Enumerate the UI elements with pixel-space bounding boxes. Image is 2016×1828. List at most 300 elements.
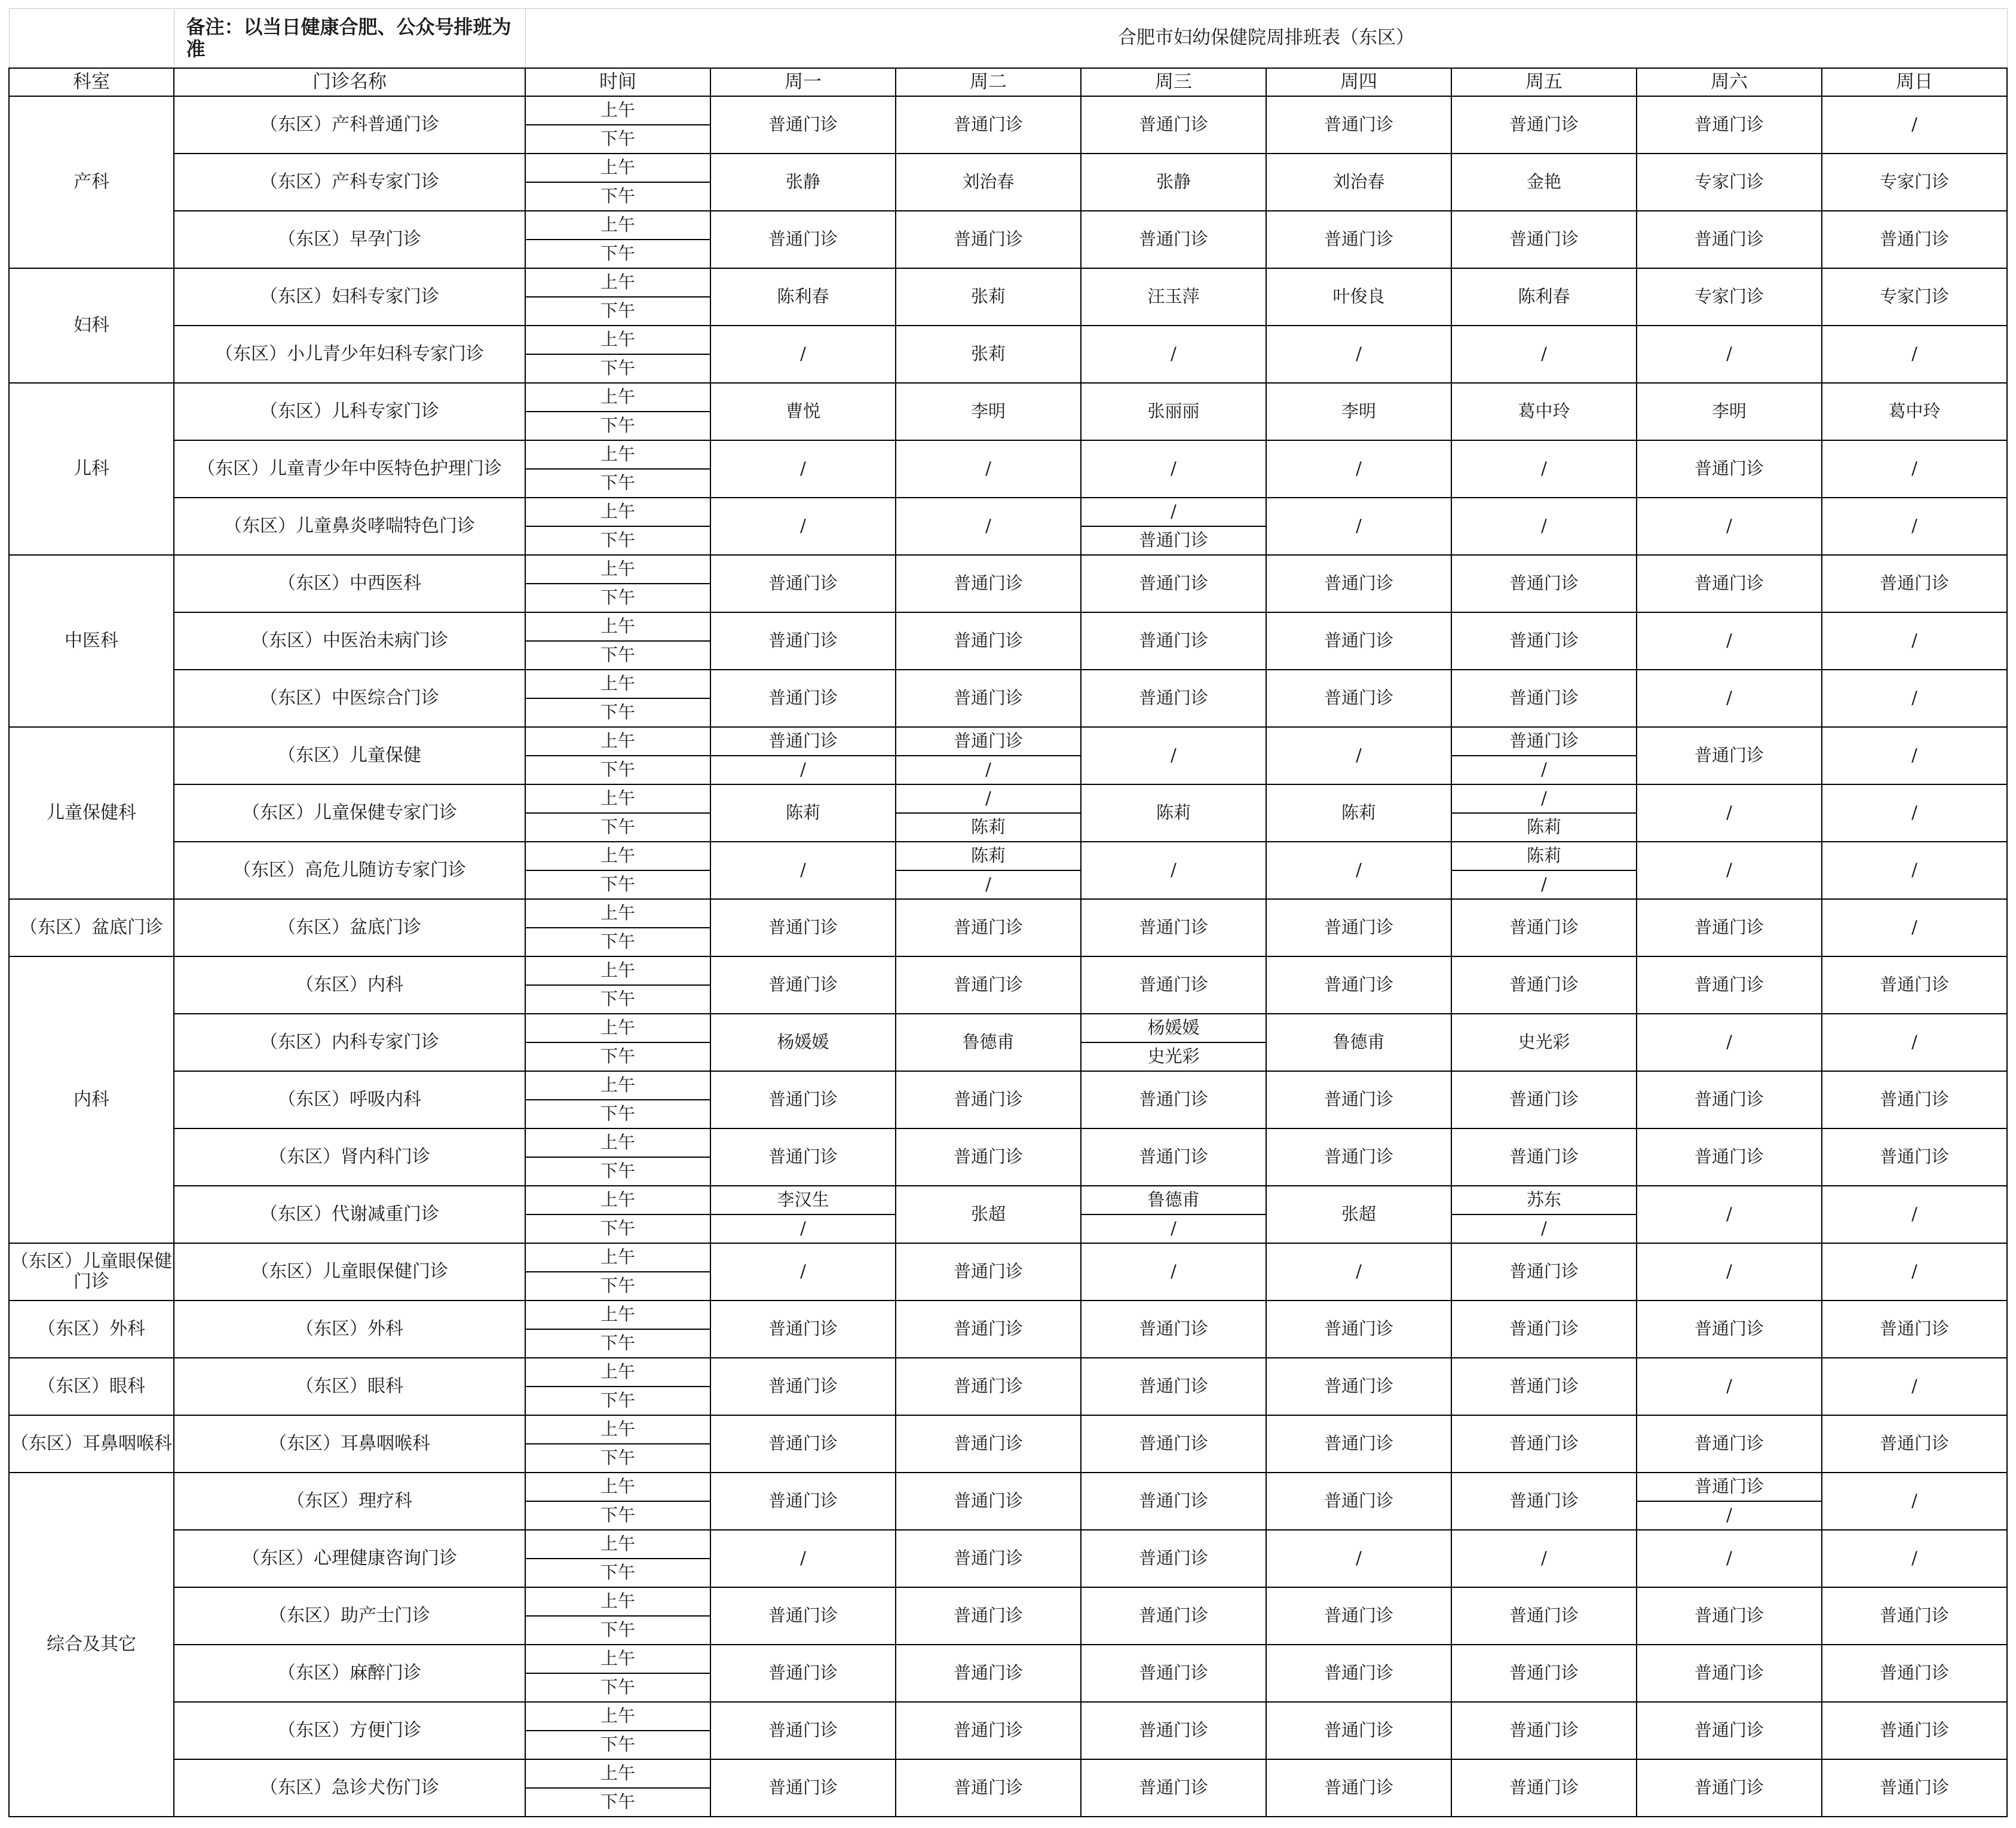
- schedule-cell: /: [1081, 440, 1266, 498]
- department-cell: 产科: [9, 96, 174, 268]
- department-cell: （东区）儿童眼保健门诊: [9, 1243, 174, 1301]
- schedule-cell: /: [1822, 1014, 2007, 1071]
- time-pm-cell: 下午: [525, 1559, 710, 1587]
- clinic-name-cell: （东区）方便门诊: [174, 1702, 525, 1759]
- schedule-cell: 普通门诊: [1451, 1243, 1637, 1301]
- schedule-cell: 普通门诊: [1451, 1415, 1637, 1473]
- clinic-name-cell: （东区）盆底门诊: [174, 899, 525, 956]
- header-time: 时间: [525, 68, 710, 96]
- schedule-cell: /: [896, 440, 1081, 498]
- schedule-cell: 普通门诊: [1451, 1128, 1637, 1186]
- schedule-cell: 陈莉: [710, 784, 896, 842]
- schedule-cell: 普通门诊: [1266, 1702, 1451, 1759]
- time-am-cell: 上午: [525, 956, 710, 985]
- schedule-cell: 张莉: [896, 268, 1081, 326]
- schedule-cell: 普通门诊: [1451, 1071, 1637, 1128]
- schedule-cell: 普通门诊: [710, 1473, 896, 1530]
- schedule-cell-am: 普通门诊: [1637, 1473, 1822, 1501]
- schedule-cell: 普通门诊: [710, 1301, 896, 1358]
- schedule-cell: /: [1637, 784, 1822, 842]
- schedule-cell: /: [1266, 1530, 1451, 1587]
- schedule-cell: 普通门诊: [896, 1071, 1081, 1128]
- table-row: [9, 670, 2007, 698]
- schedule-cell: 普通门诊: [710, 612, 896, 670]
- time-pm-cell: 下午: [525, 1157, 710, 1186]
- schedule-cell: 普通门诊: [1637, 211, 1822, 268]
- time-am-cell: 上午: [525, 440, 710, 469]
- table-row: [9, 1473, 2007, 1501]
- schedule-cell-pm: /: [1081, 1214, 1266, 1243]
- schedule-cell-am: 普通门诊: [1451, 727, 1637, 756]
- schedule-cell-am: 苏东: [1451, 1186, 1637, 1214]
- schedule-cell: 普通门诊: [1822, 1415, 2007, 1473]
- schedule-cell: 普通门诊: [1266, 1128, 1451, 1186]
- header-day-wed: 周三: [1081, 68, 1266, 96]
- schedule-cell: 普通门诊: [1081, 1530, 1266, 1587]
- schedule-cell: 普通门诊: [1266, 1587, 1451, 1645]
- schedule-cell: /: [1822, 1530, 2007, 1587]
- table-row: [9, 498, 2007, 526]
- time-am-cell: 上午: [525, 1530, 710, 1559]
- schedule-cell: 普通门诊: [1266, 899, 1451, 956]
- schedule-cell-am: 陈莉: [1451, 842, 1637, 870]
- schedule-cell: 张莉: [896, 326, 1081, 383]
- time-am-cell: 上午: [525, 1358, 710, 1387]
- schedule-cell: /: [1822, 1243, 2007, 1301]
- schedule-cell: 普通门诊: [1081, 1759, 1266, 1817]
- schedule-cell: 普通门诊: [896, 1702, 1081, 1759]
- schedule-cell: 普通门诊: [1637, 1301, 1822, 1358]
- table-row: [9, 555, 2007, 584]
- table-row: [9, 1301, 2007, 1329]
- schedule-cell: /: [1822, 498, 2007, 555]
- schedule-cell: 普通门诊: [1266, 211, 1451, 268]
- schedule-cell: 普通门诊: [1637, 727, 1822, 784]
- blank-cell: [9, 9, 174, 69]
- time-am-cell: 上午: [525, 1071, 710, 1100]
- schedule-cell: 陈莉: [1266, 784, 1451, 842]
- time-am-cell: 上午: [525, 1473, 710, 1501]
- schedule-cell: 普通门诊: [1637, 96, 1822, 154]
- table-row: [9, 1128, 2007, 1157]
- table-row: [9, 1358, 2007, 1387]
- schedule-cell: /: [1081, 326, 1266, 383]
- schedule-cell: 普通门诊: [1451, 96, 1637, 154]
- schedule-cell: /: [1451, 440, 1637, 498]
- schedule-cell: 普通门诊: [710, 555, 896, 612]
- schedule-cell: /: [1822, 612, 2007, 670]
- time-am-cell: 上午: [525, 326, 710, 354]
- schedule-cell: 普通门诊: [710, 211, 896, 268]
- table-row: [9, 1530, 2007, 1559]
- schedule-cell: /: [1637, 1358, 1822, 1415]
- schedule-cell: 普通门诊: [1451, 956, 1637, 1014]
- header-day-tue: 周二: [896, 68, 1081, 96]
- header-clinic: 门诊名称: [174, 68, 525, 96]
- department-cell: （东区）眼科: [9, 1358, 174, 1415]
- time-am-cell: 上午: [525, 1702, 710, 1731]
- table-row: [9, 1587, 2007, 1616]
- schedule-cell-pm: /: [1451, 870, 1637, 899]
- time-pm-cell: 下午: [525, 928, 710, 956]
- schedule-cell: 专家门诊: [1637, 154, 1822, 211]
- schedule-cell: 普通门诊: [1081, 899, 1266, 956]
- schedule-cell-pm: /: [1637, 1501, 1822, 1530]
- time-am-cell: 上午: [525, 211, 710, 240]
- department-cell: 妇科: [9, 268, 174, 383]
- header-dept: 科室: [9, 68, 174, 96]
- time-am-cell: 上午: [525, 1243, 710, 1272]
- schedule-cell: /: [1451, 326, 1637, 383]
- schedule-sheet: [8, 8, 2008, 1817]
- schedule-cell: /: [1266, 1243, 1451, 1301]
- schedule-cell: 普通门诊: [1266, 555, 1451, 612]
- time-am-cell: 上午: [525, 154, 710, 182]
- schedule-cell: 普通门诊: [1266, 1645, 1451, 1702]
- time-pm-cell: 下午: [525, 125, 710, 154]
- time-pm-cell: 下午: [525, 698, 710, 727]
- schedule-cell: /: [710, 498, 896, 555]
- header-day-mon: 周一: [710, 68, 896, 96]
- time-pm-cell: 下午: [525, 526, 710, 555]
- time-am-cell: 上午: [525, 899, 710, 928]
- schedule-cell-pm: 史光彩: [1081, 1042, 1266, 1071]
- schedule-cell: 普通门诊: [710, 96, 896, 154]
- time-pm-cell: 下午: [525, 412, 710, 440]
- schedule-cell: 普通门诊: [710, 1071, 896, 1128]
- department-cell: 内科: [9, 956, 174, 1243]
- table-row: [9, 612, 2007, 641]
- schedule-cell: 鲁德甫: [896, 1014, 1081, 1071]
- time-am-cell: 上午: [525, 1587, 710, 1616]
- schedule-cell: 普通门诊: [1081, 1071, 1266, 1128]
- schedule-cell: 普通门诊: [896, 211, 1081, 268]
- time-am-cell: 上午: [525, 555, 710, 584]
- clinic-name-cell: （东区）理疗科: [174, 1473, 525, 1530]
- clinic-name-cell: （东区）助产士门诊: [174, 1587, 525, 1645]
- clinic-name-cell: （东区）儿童保健专家门诊: [174, 784, 525, 842]
- schedule-cell-am: 杨媛媛: [1081, 1014, 1266, 1042]
- schedule-cell-pm: 陈莉: [1451, 813, 1637, 842]
- table-row: [9, 154, 2007, 182]
- schedule-cell: 普通门诊: [710, 1702, 896, 1759]
- clinic-name-cell: （东区）眼科: [174, 1358, 525, 1415]
- schedule-cell: 普通门诊: [710, 670, 896, 727]
- schedule-cell: 普通门诊: [1637, 1645, 1822, 1702]
- clinic-name-cell: （东区）心理健康咨询门诊: [174, 1530, 525, 1587]
- schedule-cell: 普通门诊: [1451, 1702, 1637, 1759]
- clinic-name-cell: （东区）肾内科门诊: [174, 1128, 525, 1186]
- schedule-cell: 普通门诊: [710, 1587, 896, 1645]
- schedule-cell: 普通门诊: [1081, 670, 1266, 727]
- clinic-name-cell: （东区）儿童保健: [174, 727, 525, 784]
- clinic-name-cell: （东区）中西医科: [174, 555, 525, 612]
- schedule-cell: 刘治春: [896, 154, 1081, 211]
- schedule-cell: 普通门诊: [1822, 1759, 2007, 1817]
- schedule-cell: /: [710, 440, 896, 498]
- schedule-cell: 普通门诊: [710, 899, 896, 956]
- schedule-cell: 张丽丽: [1081, 383, 1266, 440]
- schedule-cell-pm: /: [1451, 756, 1637, 784]
- schedule-cell: 普通门诊: [1266, 96, 1451, 154]
- clinic-name-cell: （东区）儿童鼻炎哮喘特色门诊: [174, 498, 525, 555]
- time-pm-cell: 下午: [525, 1444, 710, 1473]
- schedule-cell: 刘治春: [1266, 154, 1451, 211]
- schedule-cell: 普通门诊: [1451, 1759, 1637, 1817]
- clinic-name-cell: （东区）产科专家门诊: [174, 154, 525, 211]
- table-row: [9, 784, 2007, 813]
- table-row: [9, 1759, 2007, 1788]
- time-pm-cell: 下午: [525, 985, 710, 1014]
- schedule-cell: 普通门诊: [1637, 440, 1822, 498]
- clinic-name-cell: （东区）内科专家门诊: [174, 1014, 525, 1071]
- schedule-cell: /: [1822, 842, 2007, 899]
- schedule-cell: 普通门诊: [896, 670, 1081, 727]
- department-cell: 综合及其它: [9, 1473, 174, 1817]
- schedule-cell: 普通门诊: [1266, 1473, 1451, 1530]
- schedule-cell: 史光彩: [1451, 1014, 1637, 1071]
- page-title: 合肥市妇幼保健院周排班表（东区）: [525, 9, 2007, 69]
- schedule-cell: 普通门诊: [1637, 1071, 1822, 1128]
- schedule-cell: 曹悦: [710, 383, 896, 440]
- time-pm-cell: 下午: [525, 756, 710, 784]
- clinic-name-cell: （东区）内科: [174, 956, 525, 1014]
- schedule-table: [8, 8, 2008, 1817]
- schedule-cell: /: [1081, 727, 1266, 784]
- schedule-cell-pm: 普通门诊: [1081, 526, 1266, 555]
- schedule-cell: 普通门诊: [896, 1645, 1081, 1702]
- department-cell: 儿科: [9, 383, 174, 555]
- schedule-cell-am: 陈莉: [896, 842, 1081, 870]
- schedule-cell: 普通门诊: [896, 1358, 1081, 1415]
- time-am-cell: 上午: [525, 498, 710, 526]
- schedule-cell: /: [1637, 612, 1822, 670]
- schedule-cell: 普通门诊: [1637, 1759, 1822, 1817]
- schedule-cell: /: [896, 498, 1081, 555]
- schedule-cell: 普通门诊: [1451, 899, 1637, 956]
- schedule-cell: /: [1637, 498, 1822, 555]
- clinic-name-cell: （东区）麻醉门诊: [174, 1645, 525, 1702]
- schedule-cell: 金艳: [1451, 154, 1637, 211]
- schedule-cell: 普通门诊: [1451, 555, 1637, 612]
- time-pm-cell: 下午: [525, 584, 710, 612]
- time-pm-cell: 下午: [525, 240, 710, 268]
- schedule-cell: /: [1822, 326, 2007, 383]
- table-row: [9, 440, 2007, 469]
- schedule-cell: 普通门诊: [896, 1473, 1081, 1530]
- schedule-cell: /: [1637, 1186, 1822, 1243]
- clinic-name-cell: （东区）呼吸内科: [174, 1071, 525, 1128]
- time-am-cell: 上午: [525, 383, 710, 412]
- schedule-cell: 普通门诊: [710, 1645, 896, 1702]
- department-cell: （东区）盆底门诊: [9, 899, 174, 956]
- time-pm-cell: 下午: [525, 1100, 710, 1128]
- schedule-cell: 普通门诊: [1081, 612, 1266, 670]
- remark-note: 备注：以当日健康合肥、公众号排班为准: [174, 9, 525, 69]
- clinic-name-cell: （东区）代谢减重门诊: [174, 1186, 525, 1243]
- schedule-cell-am: 普通门诊: [710, 727, 896, 756]
- schedule-cell: 李明: [896, 383, 1081, 440]
- schedule-cell: 陈莉: [1081, 784, 1266, 842]
- time-am-cell: 上午: [525, 1645, 710, 1673]
- schedule-cell: 普通门诊: [1637, 1587, 1822, 1645]
- schedule-cell: 普通门诊: [1451, 670, 1637, 727]
- clinic-name-cell: （东区）中医治未病门诊: [174, 612, 525, 670]
- schedule-cell: 普通门诊: [1266, 670, 1451, 727]
- schedule-cell: /: [1266, 326, 1451, 383]
- schedule-cell: /: [1637, 1014, 1822, 1071]
- schedule-cell: 普通门诊: [896, 1530, 1081, 1587]
- clinic-name-cell: （东区）高危儿随访专家门诊: [174, 842, 525, 899]
- schedule-cell: 普通门诊: [896, 1587, 1081, 1645]
- time-am-cell: 上午: [525, 670, 710, 698]
- time-pm-cell: 下午: [525, 1272, 710, 1301]
- schedule-cell: /: [710, 842, 896, 899]
- table-row: [9, 842, 2007, 870]
- schedule-cell: 普通门诊: [1451, 1473, 1637, 1530]
- schedule-cell: 普通门诊: [1081, 1645, 1266, 1702]
- schedule-cell: /: [1822, 1473, 2007, 1530]
- time-pm-cell: 下午: [525, 1329, 710, 1358]
- schedule-cell: 普通门诊: [1637, 1702, 1822, 1759]
- clinic-name-cell: （东区）儿科专家门诊: [174, 383, 525, 440]
- schedule-cell-pm: 陈莉: [896, 813, 1081, 842]
- table-row: [9, 1415, 2007, 1444]
- schedule-cell: 普通门诊: [1081, 555, 1266, 612]
- schedule-cell: 专家门诊: [1822, 154, 2007, 211]
- time-pm-cell: 下午: [525, 182, 710, 211]
- time-am-cell: 上午: [525, 727, 710, 756]
- schedule-cell: 普通门诊: [1822, 956, 2007, 1014]
- time-pm-cell: 下午: [525, 813, 710, 842]
- clinic-name-cell: （东区）中医综合门诊: [174, 670, 525, 727]
- schedule-cell: 普通门诊: [1822, 211, 2007, 268]
- schedule-cell: 张静: [1081, 154, 1266, 211]
- schedule-cell: 葛中玲: [1451, 383, 1637, 440]
- schedule-cell: 普通门诊: [1266, 612, 1451, 670]
- schedule-cell: 普通门诊: [1637, 1128, 1822, 1186]
- schedule-cell-pm: /: [1451, 1214, 1637, 1243]
- schedule-cell: /: [1637, 326, 1822, 383]
- schedule-cell-am: /: [896, 784, 1081, 813]
- schedule-cell: /: [1081, 842, 1266, 899]
- table-row: [9, 326, 2007, 354]
- schedule-cell: 杨媛媛: [710, 1014, 896, 1071]
- schedule-cell: /: [1822, 670, 2007, 727]
- schedule-cell: 普通门诊: [896, 555, 1081, 612]
- clinic-name-cell: （东区）早孕门诊: [174, 211, 525, 268]
- schedule-cell: 普通门诊: [1822, 1301, 2007, 1358]
- schedule-cell-am: /: [1451, 784, 1637, 813]
- schedule-cell: 普通门诊: [1081, 1301, 1266, 1358]
- schedule-cell: 专家门诊: [1822, 268, 2007, 326]
- time-pm-cell: 下午: [525, 354, 710, 383]
- schedule-cell: 普通门诊: [1451, 1301, 1637, 1358]
- department-cell: 中医科: [9, 555, 174, 727]
- schedule-cell: 普通门诊: [1081, 1415, 1266, 1473]
- schedule-cell: 鲁德甫: [1266, 1014, 1451, 1071]
- table-row: [9, 1645, 2007, 1673]
- schedule-cell: 普通门诊: [1081, 96, 1266, 154]
- table-row: [9, 727, 2007, 756]
- schedule-cell: 普通门诊: [1451, 211, 1637, 268]
- schedule-cell: 普通门诊: [896, 96, 1081, 154]
- schedule-cell: /: [710, 326, 896, 383]
- time-am-cell: 上午: [525, 784, 710, 813]
- schedule-cell: 普通门诊: [1266, 1759, 1451, 1817]
- schedule-cell: 普通门诊: [1822, 1645, 2007, 1702]
- schedule-cell: /: [1266, 498, 1451, 555]
- schedule-cell: 普通门诊: [1081, 1473, 1266, 1530]
- schedule-cell: /: [1081, 1243, 1266, 1301]
- schedule-cell-pm: /: [710, 1214, 896, 1243]
- header-day-sun: 周日: [1822, 68, 2007, 96]
- schedule-cell: 普通门诊: [710, 956, 896, 1014]
- header-day-thu: 周四: [1266, 68, 1451, 96]
- table-row: [9, 1071, 2007, 1100]
- schedule-cell: /: [1637, 1243, 1822, 1301]
- schedule-cell: /: [1822, 784, 2007, 842]
- schedule-cell: 普通门诊: [1822, 1702, 2007, 1759]
- time-pm-cell: 下午: [525, 469, 710, 498]
- schedule-cell: 汪玉萍: [1081, 268, 1266, 326]
- time-am-cell: 上午: [525, 268, 710, 297]
- schedule-cell: 普通门诊: [1637, 956, 1822, 1014]
- schedule-cell: 普通门诊: [896, 899, 1081, 956]
- column-header-row: [9, 68, 2007, 96]
- schedule-cell: 普通门诊: [1081, 211, 1266, 268]
- header-day-sat: 周六: [1637, 68, 1822, 96]
- schedule-cell: /: [1266, 727, 1451, 784]
- schedule-cell: /: [710, 1243, 896, 1301]
- time-am-cell: 上午: [525, 96, 710, 125]
- time-am-cell: 上午: [525, 612, 710, 641]
- schedule-cell: /: [1637, 670, 1822, 727]
- department-cell: （东区）外科: [9, 1301, 174, 1358]
- schedule-cell: 普通门诊: [1451, 1587, 1637, 1645]
- schedule-cell-am: 普通门诊: [896, 727, 1081, 756]
- time-pm-cell: 下午: [525, 1501, 710, 1530]
- schedule-cell: 普通门诊: [896, 1415, 1081, 1473]
- schedule-cell: 普通门诊: [710, 1759, 896, 1817]
- clinic-name-cell: （东区）耳鼻咽喉科: [174, 1415, 525, 1473]
- clinic-name-cell: （东区）儿童眼保健门诊: [174, 1243, 525, 1301]
- schedule-cell: 普通门诊: [1266, 1358, 1451, 1415]
- schedule-cell: 普通门诊: [1637, 555, 1822, 612]
- schedule-cell: /: [1637, 1530, 1822, 1587]
- schedule-cell: 张静: [710, 154, 896, 211]
- schedule-cell-am: /: [1081, 498, 1266, 526]
- schedule-cell: 普通门诊: [1637, 1415, 1822, 1473]
- schedule-cell: /: [1266, 440, 1451, 498]
- schedule-cell: 普通门诊: [896, 1301, 1081, 1358]
- schedule-cell: /: [1822, 1186, 2007, 1243]
- schedule-cell: 专家门诊: [1637, 268, 1822, 326]
- schedule-cell: 普通门诊: [1081, 956, 1266, 1014]
- schedule-cell: 李明: [1637, 383, 1822, 440]
- title-row: [9, 9, 2007, 69]
- schedule-cell-pm: /: [896, 756, 1081, 784]
- schedule-cell: 张超: [896, 1186, 1081, 1243]
- schedule-cell: 普通门诊: [1451, 1358, 1637, 1415]
- time-am-cell: 上午: [525, 1301, 710, 1329]
- schedule-cell: 陈利春: [1451, 268, 1637, 326]
- schedule-cell: 李明: [1266, 383, 1451, 440]
- schedule-cell: /: [1822, 727, 2007, 784]
- time-pm-cell: 下午: [525, 1616, 710, 1645]
- schedule-cell: 普通门诊: [1822, 1128, 2007, 1186]
- clinic-name-cell: （东区）小儿青少年妇科专家门诊: [174, 326, 525, 383]
